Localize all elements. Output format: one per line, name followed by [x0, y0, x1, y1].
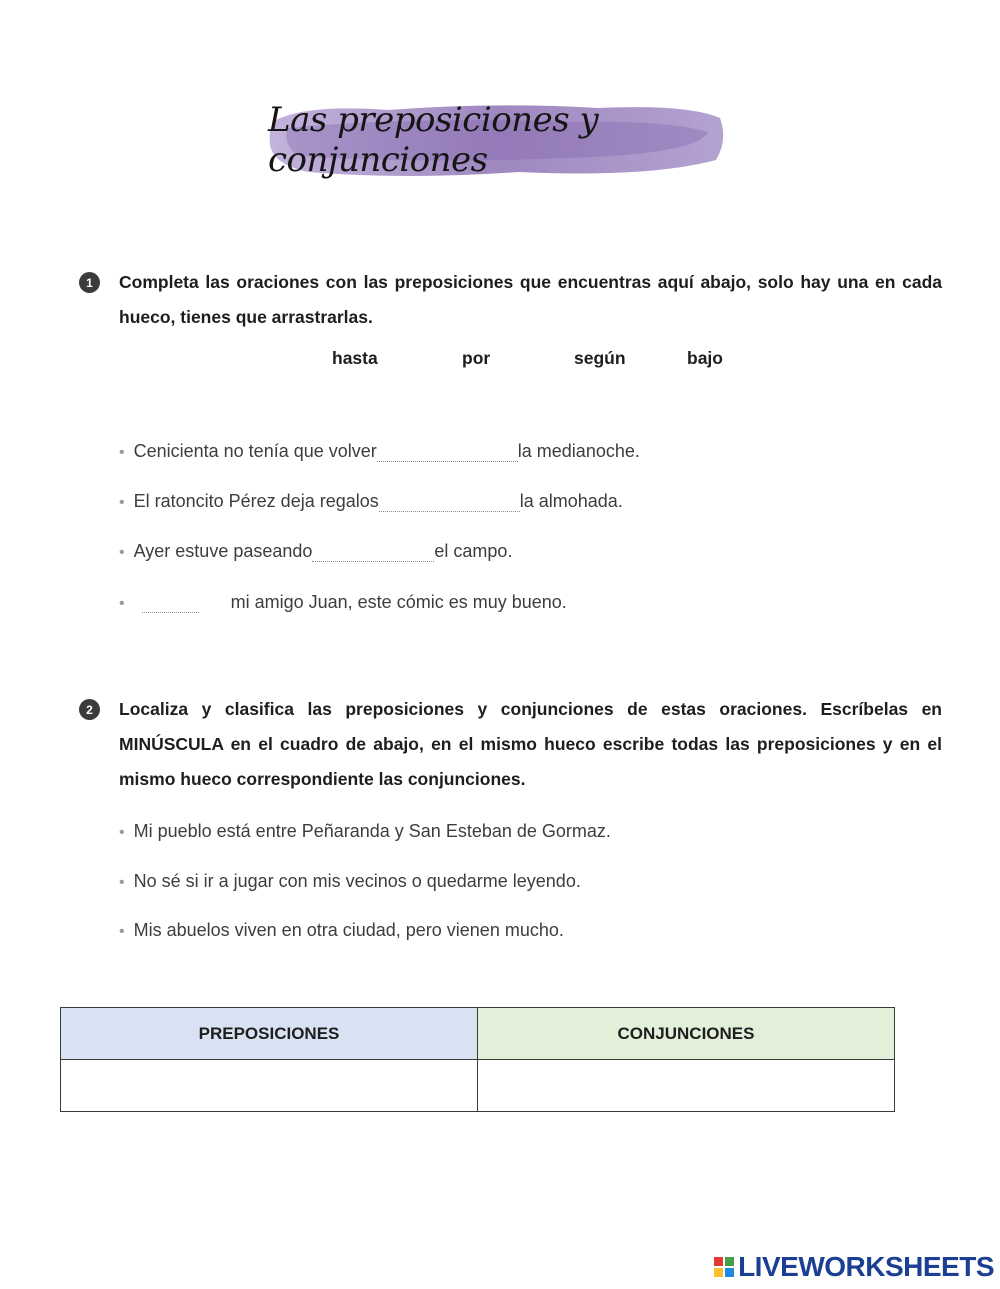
sentence-text: No sé si ir a jugar con mis vecinos o quedarme leyendo. [133, 871, 581, 891]
bullet-icon: • [119, 824, 125, 841]
list-item [119, 818, 611, 842]
bullet-icon: • [119, 874, 125, 891]
drop-blank[interactable] [312, 543, 434, 562]
word-bank-item[interactable]: hasta [332, 348, 378, 368]
word-bank-item[interactable]: por [462, 348, 491, 368]
fill-sentence [119, 538, 512, 562]
preposiciones-input[interactable] [61, 1060, 478, 1112]
section-1-instruction: Completa las oraciones con las preposiciones que encuentras aquí abajo, solo hay una en cada hueco, tienes que arrastrarlas. [119, 272, 942, 327]
drop-blank[interactable] [377, 443, 518, 462]
header-preposiciones: PREPOSICIONES [61, 1008, 478, 1060]
sentence-before: El ratoncito Pérez deja regalos [133, 491, 379, 511]
bullet-icon: • [119, 923, 125, 940]
drop-blank[interactable] [379, 493, 520, 512]
fill-sentence [119, 589, 567, 613]
liveworksheets-logo [714, 1250, 994, 1284]
page-title: Las preposiciones y conjunciones [268, 100, 599, 180]
sentence-after: la medianoche. [517, 441, 640, 461]
sentence-after: el campo. [434, 541, 513, 561]
section-2-number: 2 [79, 699, 100, 720]
fill-sentence [119, 488, 623, 512]
header-conjunciones: CONJUNCIONES [478, 1008, 895, 1060]
sentence-before: Cenicienta no tenía que volver [133, 441, 377, 461]
sentence-text: Mi pueblo está entre Peñaranda y San Esteban de Gormaz. [133, 821, 611, 841]
section-1-number: 1 [79, 272, 100, 293]
drop-blank[interactable] [142, 594, 199, 613]
word-bank-item[interactable]: según [574, 348, 626, 368]
bullet-icon: • [119, 544, 125, 561]
logo-cubes-icon [714, 1257, 734, 1277]
sentence-before: Ayer estuve paseando [133, 541, 313, 561]
fill-sentence [119, 438, 640, 462]
logo-text: LIVEWORKSHEETS [738, 1251, 994, 1282]
title-banner [268, 98, 728, 182]
conjunciones-input[interactable] [478, 1060, 895, 1112]
table-row [61, 1060, 895, 1112]
sentence-text: Mis abuelos viven en otra ciudad, pero vienen mucho. [133, 920, 564, 940]
classification-table [60, 1007, 895, 1112]
table-header-row [61, 1008, 895, 1060]
sentence-after: la almohada. [519, 491, 623, 511]
bullet-icon: • [119, 444, 125, 461]
list-item [119, 917, 564, 941]
bullet-icon: • [119, 595, 125, 612]
list-item [119, 868, 581, 892]
word-bank-item[interactable]: bajo [687, 348, 723, 368]
section-2-instruction: Localiza y clasifica las preposiciones y conjunciones de estas oraciones. Escríbelas en MINÚSCULA en el cuadro de abajo, en el mismo hueco escribe todas las preposiciones y en el mismo hueco correspondiente las conjunciones. [119, 699, 942, 789]
sentence-after: mi amigo Juan, este cómic es muy bueno. [230, 592, 567, 612]
bullet-icon: • [119, 494, 125, 511]
